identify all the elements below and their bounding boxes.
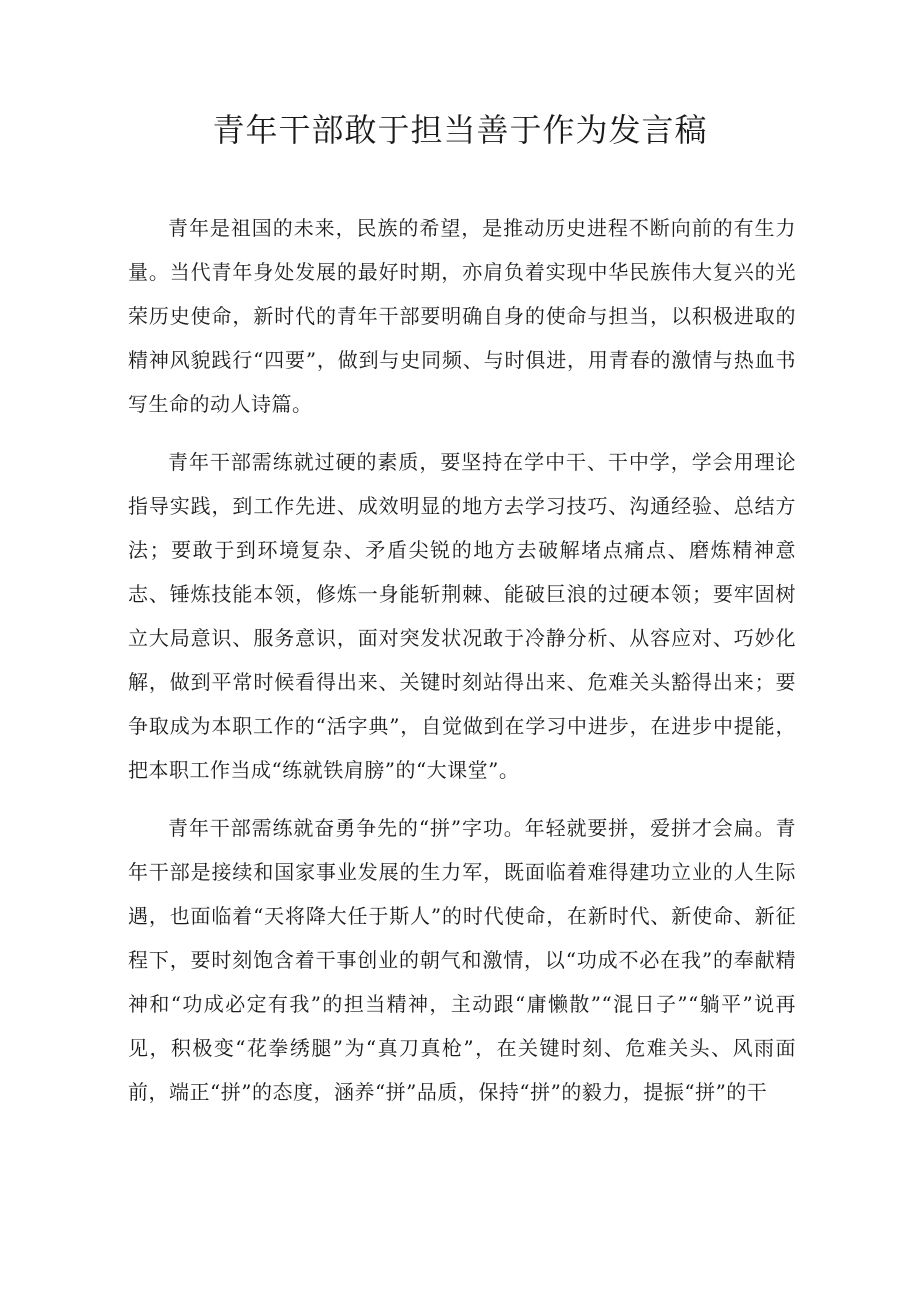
paragraph-2: 青年干部需练就过硬的素质，要坚持在学中干、干中学，学会用理论指导实践，到工作先进、成效明显的地方去学习技巧、沟通经验、总结方法；要敢于到环境复杂、矛盾尖锐的地方去破解堵点痛点、磨炼精神意志、锤炼技能本领，修炼一身能斩荆棘、能破巨浪的过硬本领；要牢固树立大局意识、服务意识，面对突发状况敢于冷静分析、从容应对、巧妙化解，做到平常时候看得出来、关键时刻站得出来、危难关头豁得出来；要争取成为本职工作的“活字典”，自觉做到在学习中进步，在进步中提能，把本职工作当成“练就铁肩膀”的“大课堂”。 bbox=[128, 450, 796, 782]
document-title: 青年干部敢于担当善于作为发言稿 bbox=[212, 111, 708, 149]
paragraph-1: 青年是祖国的未来，民族的希望，是推动历史进程不断向前的有生力量。当代青年身处发展的最好时期，亦肩负着实现中华民族伟大复兴的光荣历史使命，新时代的青年干部要明确自身的使命与担当，以积极进取的精神风貌践行“四要”，做到与史同频、与时俱进，用青春的激情与热血书写生命的动人诗篇。 bbox=[128, 216, 796, 416]
paragraph-3: 青年干部需练就奋勇争先的“拼”字功。年轻就要拼，爱拼才会扁。青年干部是接续和国家事业发展的生力军，既面临着难得建功立业的人生际遇，也面临着“天将降大任于斯人”的时代使命，在新时代、新使命、新征程下，要时刻饱含着干事创业的朝气和激情，以“功成不必在我”的奉献精神和“功成必定有我”的担当精神，主动跟“庸懒散”“混日子”“躺平”说再见，积极变“花拳绣腿”为“真刀真枪”，在关键时刻、危难关头、风雨面前，端正“拼”的态度，涵养“拼”品质，保持“拼”的毅力，提振“拼”的干 bbox=[128, 816, 796, 1104]
document-body bbox=[128, 206, 796, 1128]
